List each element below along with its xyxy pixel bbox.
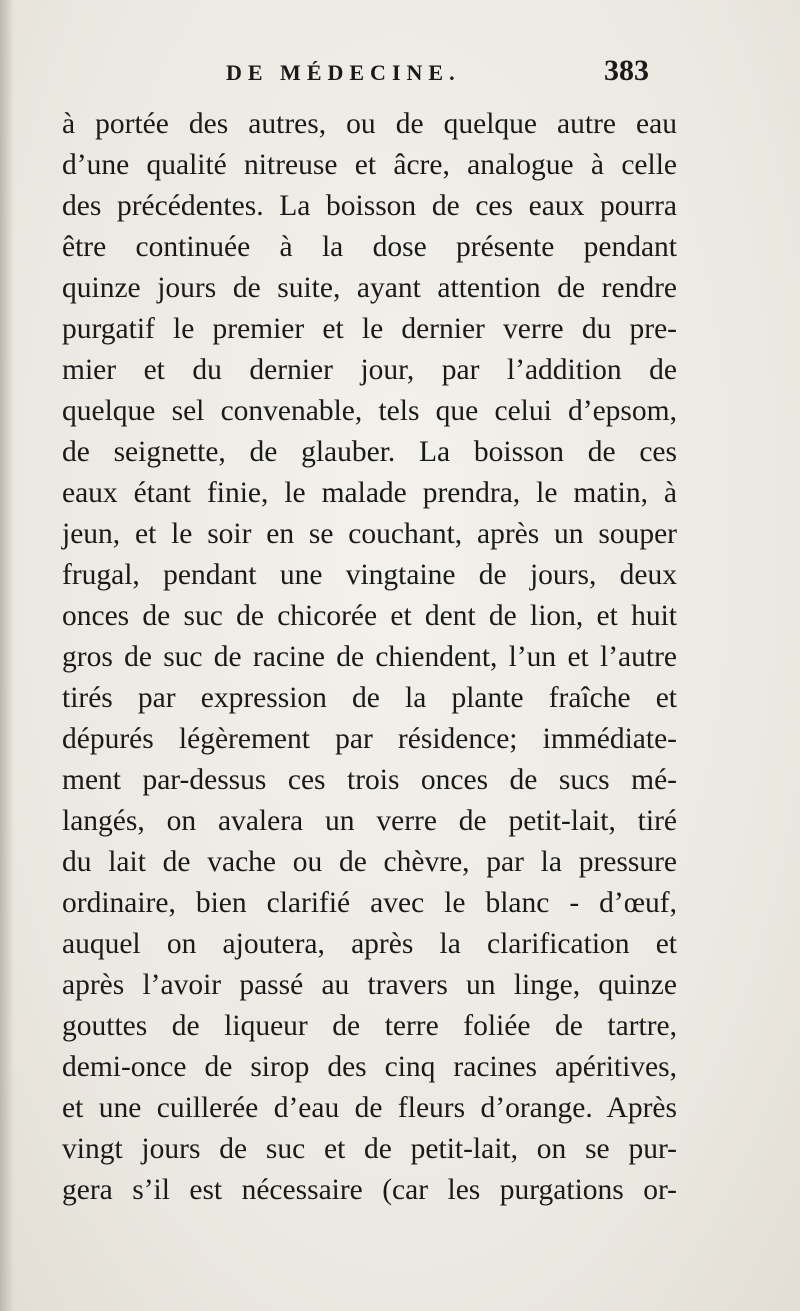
text-line: gros de suc de racine de chiendent, l’un et l’autre bbox=[62, 641, 677, 673]
text-line: gouttes de liqueur de terre foliée de tartre, bbox=[62, 1010, 677, 1042]
running-head bbox=[0, 54, 800, 98]
text-line: vingt jours de suc et de petit-lait, on se pur- bbox=[62, 1133, 677, 1165]
text-line: et une cuillerée d’eau de fleurs d’orange. Après bbox=[62, 1092, 677, 1124]
text-line: onces de suc de chicorée et dent de lion, et huit bbox=[62, 600, 677, 632]
text-line: du lait de vache ou de chèvre, par la pressure bbox=[62, 846, 677, 878]
text-line: tirés par expression de la plante fraîche et bbox=[62, 682, 677, 714]
text-line: après l’avoir passé au travers un linge, quinze bbox=[62, 969, 677, 1001]
page-number: 383 bbox=[604, 54, 649, 87]
text-line: jeun, et le soir en se couchant, après un souper bbox=[62, 518, 677, 550]
text-line: langés, on avalera un verre de petit-lait, tiré bbox=[62, 805, 677, 837]
text-line: quelque sel convenable, tels que celui d’epsom, bbox=[62, 395, 677, 427]
text-line: de seignette, de glauber. La boisson de ces bbox=[62, 436, 677, 468]
text-line: purgatif le premier et le dernier verre du pre- bbox=[62, 313, 677, 345]
text-line: frugal, pendant une vingtaine de jours, deux bbox=[62, 559, 677, 591]
text-line: dépurés légèrement par résidence; immédiate- bbox=[62, 723, 677, 755]
text-line: demi-once de sirop des cinq racines apéritives, bbox=[62, 1051, 677, 1083]
text-line: être continuée à la dose présente pendant bbox=[62, 231, 677, 263]
text-line: eaux étant finie, le malade prendra, le matin, à bbox=[62, 477, 677, 509]
text-line: à portée des autres, ou de quelque autre eau bbox=[62, 108, 677, 140]
text-line: ment par-dessus ces trois onces de sucs mé- bbox=[62, 764, 677, 796]
text-line: mier et du dernier jour, par l’addition de bbox=[62, 354, 677, 386]
text-line: gera s’il est nécessaire (car les purgations or- bbox=[62, 1174, 677, 1206]
text-line: d’une qualité nitreuse et âcre, analogue à celle bbox=[62, 149, 677, 181]
text-line: quinze jours de suite, ayant attention de rendre bbox=[62, 272, 677, 304]
running-title: DE MÉDECINE. bbox=[226, 60, 461, 85]
text-line: ordinaire, bien clarifié avec le blanc - d’œuf, bbox=[62, 887, 677, 919]
text-line: des précédentes. La boisson de ces eaux pourra bbox=[62, 190, 677, 222]
page-gutter-shadow bbox=[0, 0, 14, 1311]
text-line: auquel on ajoutera, après la clarification et bbox=[62, 928, 677, 960]
